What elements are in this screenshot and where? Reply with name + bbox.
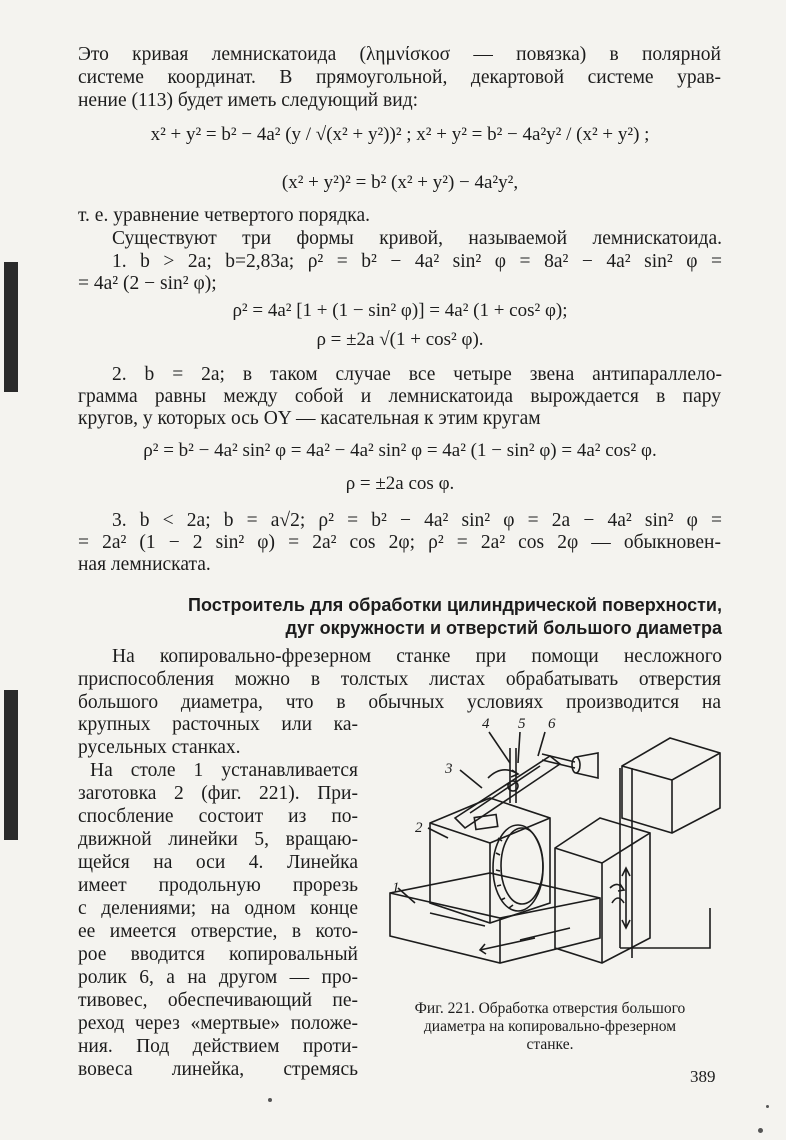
body-narrow-line-16: вовеса линейка, стремясь [78, 1059, 358, 1080]
formula-case2-rho: ρ = ±2a cos φ. [345, 473, 455, 494]
figure-label-5: 5 [518, 716, 526, 732]
intro-line-1: Это кривая лемнискатоида (λημνίσκοσ — повязка) в полярной [78, 44, 721, 65]
section-heading-line-2: дуг окружности и отверстий большого диаметра [285, 618, 722, 638]
text-fourth-order: т. е. уравнение четвертого порядка. [78, 205, 370, 226]
case3-line-3: ная лемниската. [78, 554, 211, 575]
dust-speck [758, 1128, 763, 1133]
body-narrow-line-14: реход через «мертвые» положе- [78, 1013, 358, 1034]
case1-line-1: 1. b > 2a; b=2,83a; ρ² = b² − 4a² sin² φ = 8a² − 4a² sin² φ = [112, 251, 722, 272]
body-narrow-line-5: спосбление состоит из по- [78, 806, 358, 827]
body-line-3: большого диаметра, что в обычных условиях производится на [78, 692, 721, 713]
body-narrow-line-2: русельных станках. [78, 737, 241, 758]
body-narrow-line-13: тивовес, обеспечивающий пе- [78, 990, 358, 1011]
formula-case2-rho-squared: ρ² = b² − 4a² sin² φ = 4a² − 4a² sin² φ = 4a² (1 − sin² φ) = 4a² cos² φ. [143, 440, 657, 461]
text-three-forms: Существуют три формы кривой, называемой лемнискатоида. [112, 228, 722, 249]
figure-label-3: 3 [445, 761, 453, 777]
body-narrow-line-11: рое вводится копировальный [78, 944, 358, 965]
body-narrow-line-9: с делениями; на одном конце [78, 898, 358, 919]
page-number: 389 [690, 1067, 716, 1086]
body-narrow-line-3: На столе 1 устанавливается [90, 760, 358, 781]
body-line-2: приспособления можно в толстых листах обрабатывать отверстия [78, 669, 721, 690]
body-narrow-line-15: ния. Под действием проти- [78, 1036, 358, 1057]
section-heading-line-1: Построитель для обработки цилиндрической поверхности, [188, 595, 722, 615]
formula-case1-rho: ρ = ±2a √(1 + cos² φ). [316, 329, 484, 350]
body-line-1: На копировально-фрезерном станке при помощи несложного [112, 646, 722, 667]
figure-caption-line-3: станке. [526, 1036, 574, 1053]
body-narrow-line-4: заготовка 2 (фиг. 221). При- [78, 783, 358, 804]
case2-line-3: кругов, у которых ось OY — касательная к этим кругам [78, 408, 541, 429]
body-narrow-line-8: имеет продольную прорезь [78, 875, 358, 896]
formula-case1-rho-squared: ρ² = 4a² [1 + (1 − sin² φ)] = 4a² (1 + cos² φ); [232, 300, 568, 321]
case3-line-2: = 2a² (1 − 2 sin² φ) = 2a² cos 2φ; ρ² = 2a² cos 2φ — обыкновен- [78, 532, 721, 553]
case2-line-1: 2. b = 2a; в таком случае все четыре звена антипараллело- [112, 364, 722, 385]
body-narrow-line-1: крупных расточных или ка- [78, 714, 358, 735]
body-narrow-line-7: щейся на оси 4. Линейка [78, 852, 358, 873]
intro-line-2: системе координат. В прямоугольной, декартовой системе урав- [78, 67, 721, 88]
case1-line-2: = 4a² (2 − sin² φ); [78, 273, 217, 294]
figure-label-6: 6 [548, 716, 556, 732]
dust-speck [268, 1098, 272, 1102]
figure-caption-line-1: Фиг. 221. Обработка отверстия большого [414, 1000, 686, 1017]
case3-line-1: 3. b < 2a; b = a√2; ρ² = b² − 4a² sin² φ = 2a − 4a² sin² φ = [112, 510, 722, 531]
dust-speck [766, 1105, 769, 1108]
scan-edge-mark-bottom [4, 690, 18, 840]
figure-label-1: 1 [392, 880, 400, 896]
formula-fourth-order: (x² + y²)² = b² (x² + y²) − 4a²y², [281, 172, 519, 193]
figure-caption-line-2: диаметра на копировально-фрезерном [423, 1018, 677, 1035]
intro-line-3: нение (113) будет иметь следующий вид: [78, 90, 419, 111]
body-narrow-line-6: движной линейки 5, вращаю- [78, 829, 358, 850]
figure-221-milling-machine [370, 708, 730, 998]
body-narrow-line-10: ее имеется отверстие, в кото- [78, 921, 358, 942]
body-narrow-line-12: ролик 6, а на другом — про- [78, 967, 358, 988]
figure-label-4: 4 [482, 716, 490, 732]
figure-label-2: 2 [415, 820, 423, 836]
formula-cartesian: x² + y² = b² − 4a² (y / √(x² + y²))² ; x² + y² = b² − 4a²y² / (x² + y²) ; [150, 124, 650, 145]
scan-edge-mark-top [4, 262, 18, 392]
case2-line-2: грамма равны между собой и лемнискатоида вырождается в пару [78, 386, 721, 407]
